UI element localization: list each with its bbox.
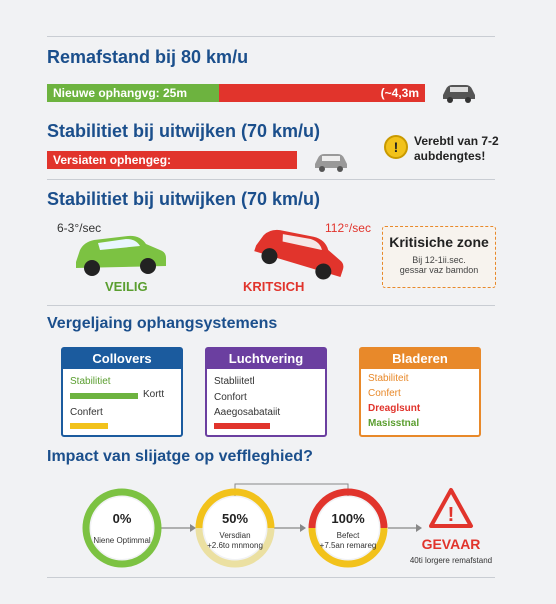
card-title: Bladeren	[361, 349, 479, 369]
safe-car-icon	[70, 226, 170, 278]
card-line: Aaegosabataiit	[214, 407, 281, 418]
danger-label: GEVAAR	[421, 536, 481, 552]
card-meter	[70, 393, 138, 399]
gauge-caption: +7.5an remareg	[319, 541, 377, 550]
gauge-caption: +2.6to mnmong	[207, 541, 263, 550]
card-title: Collovers	[63, 349, 181, 369]
card-title: Luchtvering	[207, 349, 325, 369]
safe-rate: 6-3°/sec	[57, 221, 102, 235]
critical-car-icon	[250, 222, 354, 284]
comparison-title: Vergeljaing ophangsystemens	[47, 315, 278, 332]
gauge-value: 50%	[221, 511, 249, 526]
stability-title-2: Stabilitiet bij uitwijken (70 km/u)	[47, 189, 321, 209]
card-coilovers	[61, 347, 183, 437]
braking-title: Remafstand bij 80 km/u	[47, 47, 249, 67]
gauge-row	[0, 476, 556, 586]
car-icon	[312, 149, 350, 173]
warning-text-1: Verebtl van 7-2	[414, 134, 499, 148]
new-suspension-bar: Nieuwe ophangvg: 25m	[47, 84, 219, 102]
car-icon	[440, 80, 478, 104]
card-air-suspension	[205, 347, 327, 437]
card-leaf-springs	[359, 347, 481, 437]
card-line: Dreaglsunt	[368, 403, 421, 414]
divider	[47, 36, 495, 37]
zone-line-2: gessar vaz bamdon	[399, 265, 479, 275]
impact-title: Impact van slijatge op veffleghied?	[47, 448, 313, 465]
card-line: Stabilitiet	[70, 376, 111, 387]
gauge-caption: Niene Optimmal	[93, 536, 151, 545]
worn-suspension-bar: Versiaten ophengeg:	[47, 151, 297, 169]
safe-label: VEILIG	[105, 279, 148, 294]
card-line: Stabliitetl	[214, 376, 255, 387]
card-line: Confert	[70, 407, 103, 418]
divider	[47, 577, 495, 578]
card-line: Stabiliteit	[368, 373, 409, 384]
stability-title: Stabilitiet bij uitwijken (70 km/u)	[47, 121, 321, 141]
gauge-caption: Versdian	[219, 531, 251, 540]
critical-rate: 112°/sec	[325, 221, 371, 235]
zone-line-1: Bij 12-1ii.sec.	[412, 255, 466, 265]
divider	[47, 179, 495, 180]
gauge-value: 100%	[331, 511, 365, 526]
card-line: Confert	[368, 388, 401, 399]
card-line: Confort	[214, 392, 247, 403]
warning-icon: !	[384, 135, 408, 159]
svg-text:!: !	[447, 504, 455, 526]
card-meter	[70, 423, 108, 429]
critical-zone-box	[382, 226, 496, 288]
warning-text-2: aubdengtes!	[414, 149, 486, 163]
zone-title: Kritisiche zone	[389, 234, 489, 250]
old-suspension-bar: (~4,3m	[219, 84, 425, 102]
critical-label: KRITSICH	[243, 279, 305, 294]
gauge-caption: Befect	[336, 531, 360, 540]
divider	[47, 305, 495, 306]
danger-subtext: 40ti lorgere remafstand	[409, 556, 493, 565]
gauge-value: 0%	[112, 511, 132, 526]
card-line: Masisstnal	[368, 418, 420, 429]
card-line: Kortt	[143, 389, 165, 400]
card-meter	[214, 423, 270, 429]
